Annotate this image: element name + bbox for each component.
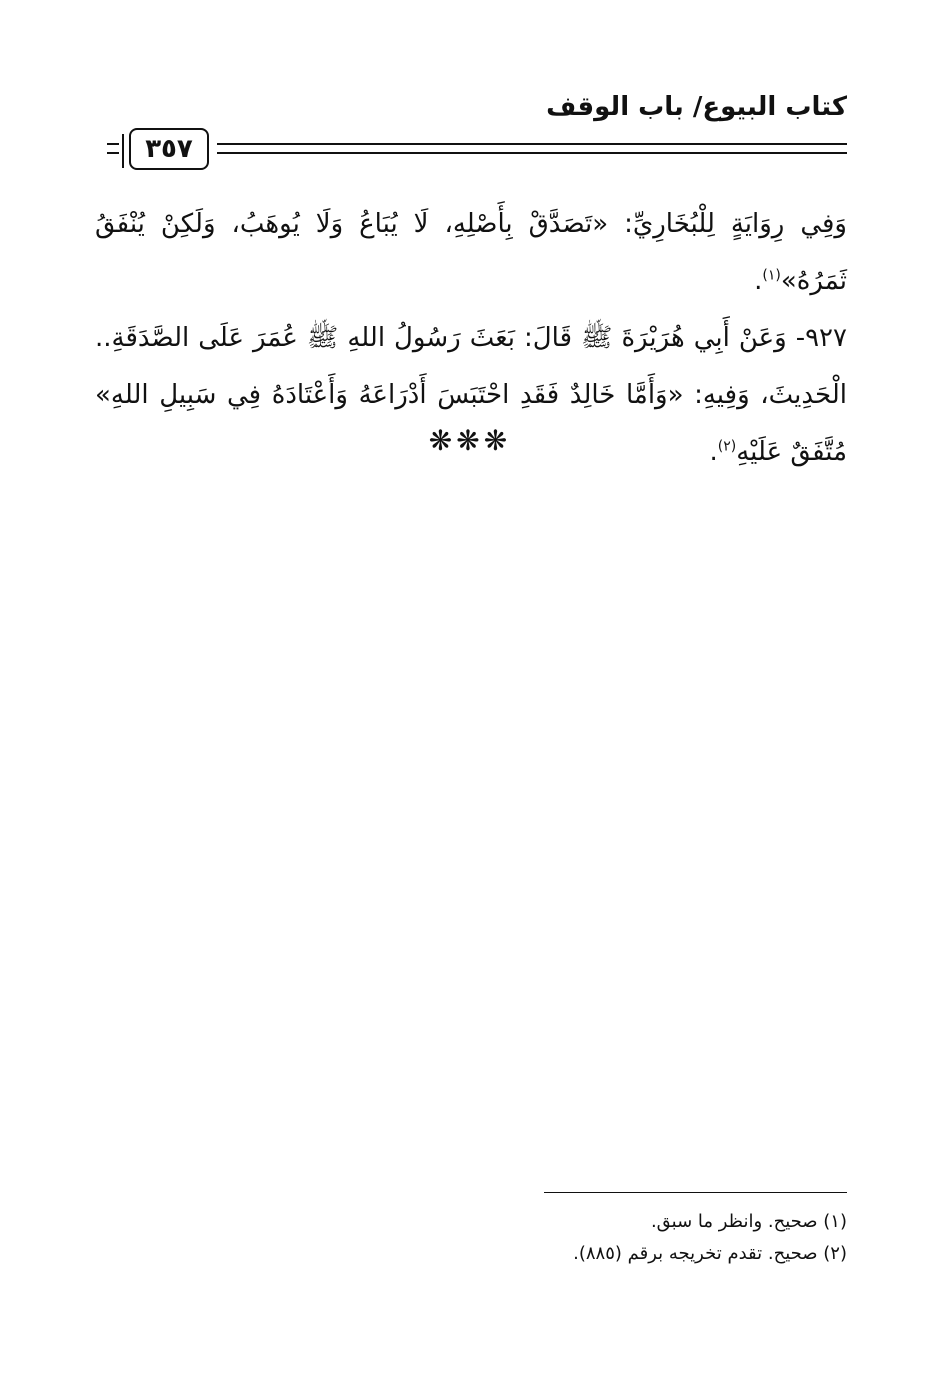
footnote-2: (٢) صحيح. تقدم تخريجه برقم (٨٨٥). [573,1243,847,1264]
header-rule-right [217,143,847,154]
footnote-1: (١) صحيح. وانظر ما سبق. [650,1211,847,1232]
section-separator: ❋❋❋ [428,424,512,457]
paragraph-end: . [709,437,718,467]
chapter-title: كتاب البيوع/ باب الوقف [546,92,847,122]
footnote-ref-1: (١) [762,267,781,284]
footnotes [573,1206,847,1270]
paragraph-text: ٩٢٧- وَعَنْ أَبِي هُرَيْرَةَ ﷺ قَالَ: بَعَثَ رَسُولُ اللهِ ﷺ عُمَرَ عَلَى الصَّدَقَةِ.. الْحَدِيثَ، وَفِيهِ: «وَأَمَّا خَالِدٌ فَقَدِ احْتَبَسَ أَدْرَاعَهُ وَأَعْتَادَهُ فِي سَبِيلِ اللهِ» مُتَّفَقٌ عَلَيْهِ [95,323,847,467]
footnote-ref-2: (٢) [717,438,737,455]
paragraph-bukhari-narration [95,196,847,310]
paragraph-end: . [754,266,763,296]
paragraph-text: وَفِي رِوَايَةٍ لِلْبُخَارِيِّ: «تَصَدَّقْ بِأَصْلِهِ، لَا يُبَاعُ وَلَا يُوهَبُ، وَلَكِنْ يُنْفَقُ ثَمَرُهُ» [95,209,847,296]
page-number: ٣٥٧ [129,128,209,170]
header-rule-left [107,143,119,154]
footnote-divider [544,1192,847,1193]
